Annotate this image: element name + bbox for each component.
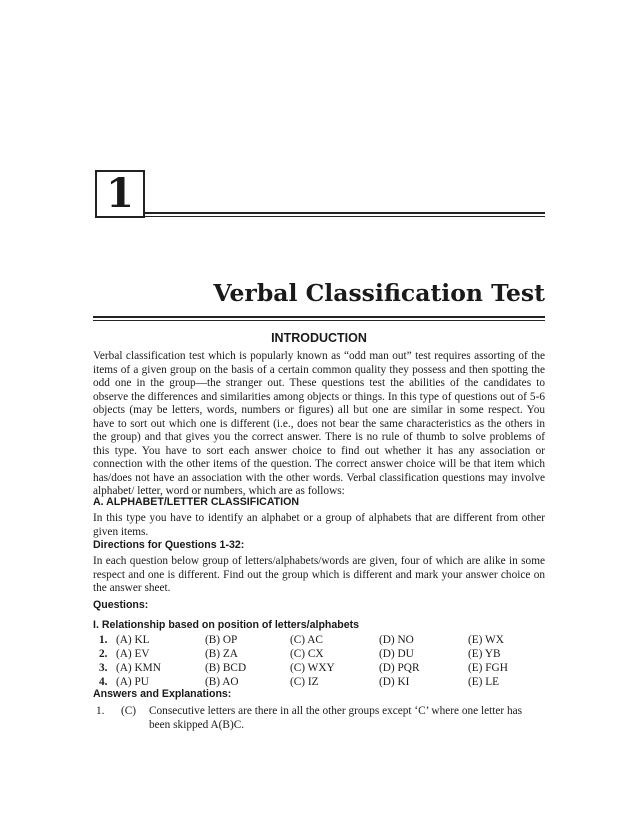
subsection-heading: I. Relationship based on position of letters/alphabets <box>93 619 360 631</box>
option-d: (D) KI <box>379 676 410 688</box>
question-number: 4. <box>99 676 108 688</box>
chapter-number: 1 <box>106 170 134 217</box>
option-b: (B) OP <box>205 634 238 646</box>
option-a: (A) PU <box>116 676 149 688</box>
option-c: (C) AC <box>290 634 323 646</box>
title-rule-thick <box>93 316 545 318</box>
section-a-heading: A. ALPHABET/LETTER CLASSIFICATION <box>93 496 299 508</box>
chapter-title: Verbal Classification Test <box>213 279 545 307</box>
option-e: (E) WX <box>468 634 504 646</box>
answer-number: 1. <box>96 705 105 717</box>
option-d: (D) PQR <box>379 662 420 674</box>
question-row <box>0 662 638 676</box>
directions-paragraph: In each question below group of letters/alphabets/words are given, four of which are alike in some respect and one is different. Find out the group which is different and mark your answer choice on the answer sheet. <box>93 555 545 594</box>
question-number: 2. <box>99 648 108 660</box>
option-e: (E) FGH <box>468 662 508 674</box>
question-row <box>0 634 638 648</box>
option-b: (B) ZA <box>205 648 238 660</box>
option-e: (E) YB <box>468 648 501 660</box>
answer-choice: (C) <box>121 705 137 717</box>
option-e: (E) LE <box>468 676 500 688</box>
option-a: (A) EV <box>116 648 150 660</box>
option-b: (B) AO <box>205 676 239 688</box>
option-d: (D) DU <box>379 648 414 660</box>
directions-heading: Directions for Questions 1-32: <box>93 539 245 551</box>
question-number: 1. <box>99 634 108 646</box>
option-c: (C) CX <box>290 648 324 660</box>
question-number: 3. <box>99 662 108 674</box>
option-d: (D) NO <box>379 634 414 646</box>
option-c: (C) IZ <box>290 676 319 688</box>
option-c: (C) WXY <box>290 662 335 674</box>
introduction-heading: INTRODUCTION <box>271 331 367 345</box>
question-row <box>0 648 638 662</box>
option-b: (B) BCD <box>205 662 247 674</box>
chapter-rule-thin <box>145 216 545 217</box>
chapter-rule-thick <box>145 212 545 214</box>
title-rule-thin <box>93 320 545 321</box>
answer-explanation: Consecutive letters are there in all the other groups except ‘C’ where one letter has been skipped A(B)C. <box>149 705 523 731</box>
introduction-paragraph: Verbal classification test which is popularly known as “odd man out” test requires assorting of the items of a given group on the basis of a certain common quality they possess and then spotting the odd one in the group—the stranger out. These questions test the abilities of the candidates to observe the differences and similarities among objects or things. In this type of questions out of 5-6 objects (may be letters, words, numbers or figures) all but one are similar in some respect. You have to sort out which one is different (i.e., does not bear the same characteristics as the others in the group) and that gives you the correct answer. There is no rule of thumb to solve problems of this type. You have to sort each answer choice to find out whether it has any association or connection with the other items of the question. The correct answer choice will be that item which has/does not have an association with the other words. Verbal classification questions may involve alphabet/ letter, word or numbers, which are as follows: <box>93 350 545 497</box>
section-a-paragraph: In this type you have to identify an alphabet or a group of alphabets that are different from other given items. <box>93 512 545 538</box>
answers-heading: Answers and Explanations: <box>93 688 232 700</box>
option-a: (A) KL <box>116 634 150 646</box>
chapter-number-box <box>95 170 145 218</box>
questions-heading: Questions: <box>93 599 149 611</box>
option-a: (A) KMN <box>116 662 161 674</box>
